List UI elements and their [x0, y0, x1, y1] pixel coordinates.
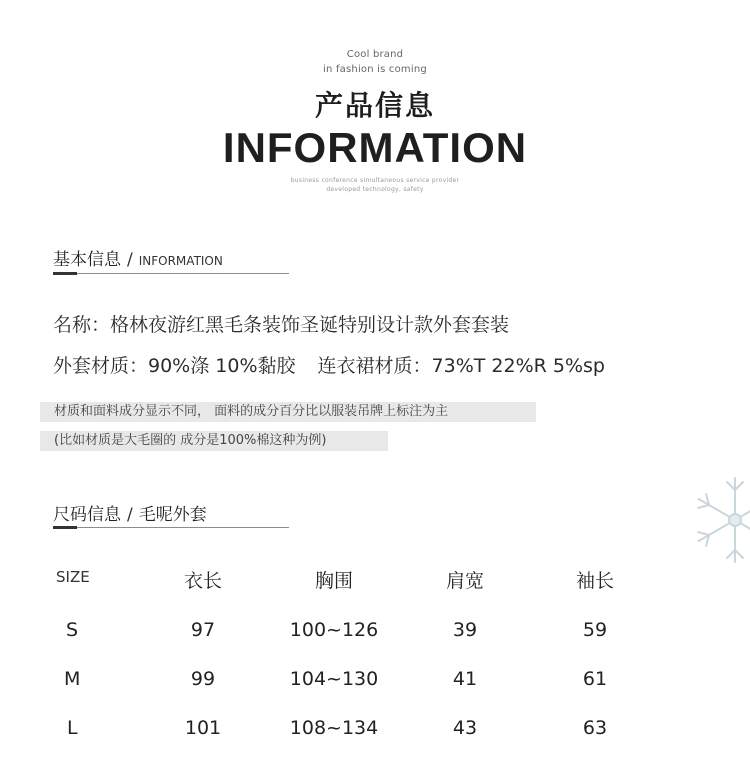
- table-cell-shoulder: 43: [452, 717, 478, 739]
- product-name-line: 名称：格林夜游红黑毛条装饰圣诞特别设计款外套套装: [53, 314, 510, 336]
- table-cell-sleeve: 63: [582, 717, 608, 739]
- table-header-shoulder: 肩宽: [445, 570, 484, 592]
- size-info-heading: [53, 500, 207, 525]
- heading-slash: /: [127, 505, 133, 525]
- table-cell-shoulder: 41: [452, 668, 478, 690]
- table-cell-size: S: [66, 619, 79, 641]
- table-cell-length: 97: [190, 619, 216, 641]
- size-info-heading-sub: 毛呢外套: [138, 505, 207, 525]
- coat-material: 外套材质：90%涤 10%黏胶: [53, 355, 296, 377]
- heading-slash: /: [127, 250, 133, 270]
- table-cell-length: 99: [190, 668, 216, 690]
- basic-info-underline: [53, 273, 289, 274]
- table-cell-sleeve: 61: [582, 668, 608, 690]
- table-cell-chest: 100~126: [289, 619, 379, 641]
- page-title-en: INFORMATION: [222, 124, 528, 171]
- table-cell-sleeve: 59: [582, 619, 608, 641]
- page-title-cn: 产品信息: [314, 89, 435, 122]
- header-subtext-line1: business conference simultaneous service provider: [290, 177, 460, 184]
- size-info-heading-cn: 尺码信息: [53, 505, 121, 525]
- snowflake-icon: [680, 470, 750, 570]
- table-cell-size: M: [64, 668, 81, 690]
- table-cell-chest: 104~130: [289, 668, 379, 690]
- table-cell-length: 101: [184, 717, 222, 739]
- brand-tagline-line2: in fashion is coming: [323, 64, 427, 75]
- material-note-line2: (比如材质是大毛圈的 成分是100%棉这种为例): [40, 431, 388, 451]
- brand-tagline-line1: Cool brand: [346, 49, 404, 60]
- table-cell-chest: 108~134: [289, 717, 379, 739]
- size-info-underline: [53, 527, 289, 528]
- material-note-line1: 材质和面料成分显示不同， 面料的成分百分比以服装吊牌上标注为主: [40, 402, 536, 422]
- table-header-size: SIZE: [56, 568, 90, 586]
- table-header-chest: 胸围: [314, 570, 353, 592]
- basic-info-heading: [53, 245, 223, 270]
- dress-material: 连衣裙材质：73%T 22%R 5%sp: [317, 355, 605, 377]
- header-subtext-line2: developed technology, safety: [326, 186, 424, 193]
- table-header-length: 衣长: [183, 570, 222, 592]
- material-line: [53, 351, 605, 378]
- basic-info-heading-cn: 基本信息: [53, 250, 121, 270]
- table-header-sleeve: 袖长: [575, 570, 614, 592]
- table-cell-shoulder: 39: [452, 619, 478, 641]
- table-cell-size: L: [67, 717, 78, 739]
- basic-info-heading-en: INFORMATION: [138, 254, 223, 268]
